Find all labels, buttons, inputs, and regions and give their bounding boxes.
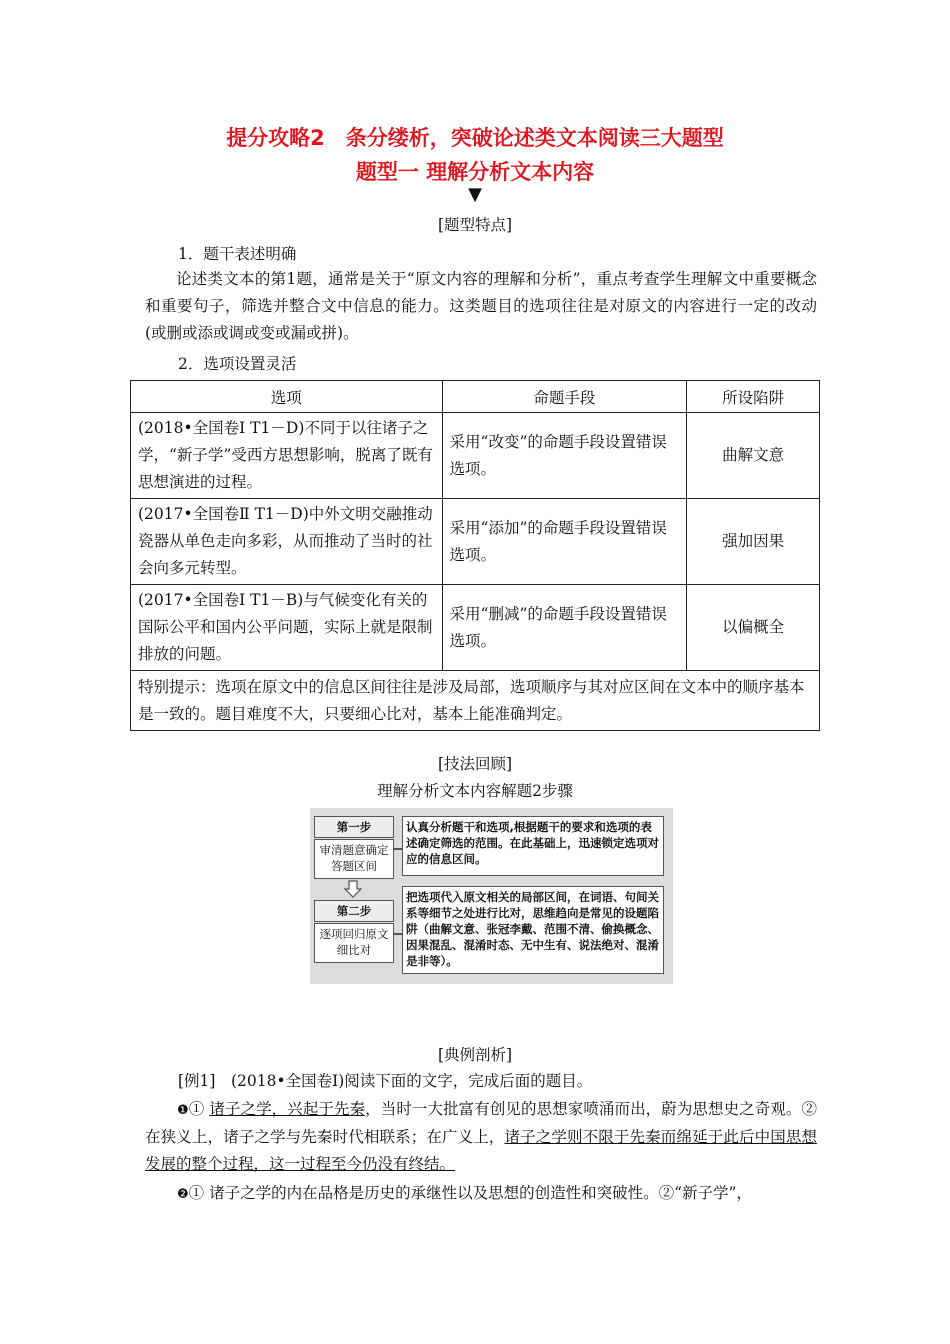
down-triangle-icon: ▼ <box>468 184 482 205</box>
table-row <box>131 413 820 499</box>
table-header-row <box>131 381 820 413</box>
section-label-features: [题型特点] <box>437 216 513 234</box>
table-header: 选项 <box>131 381 443 413</box>
example-tag: [例1] <box>178 1072 216 1090</box>
connector-line <box>393 933 402 935</box>
example-paragraph-1 <box>145 1096 817 1178</box>
para1-part-b: ，当时一大批富有创见的思想家喷涌而出，蔚为思想史之奇观。②在狭义上，诸子之学与先秦时代相联系；在广义上， <box>145 1100 817 1146</box>
method-cell: 采用“改变”的命题手段设置错误选项。 <box>442 413 687 499</box>
step1-label: 第一步 <box>314 816 394 838</box>
trap-cell: 以偏概全 <box>687 585 820 671</box>
table-note-row <box>131 671 820 731</box>
section-label-method: [技法回顾] <box>437 755 513 773</box>
option-cell: (2017•全国卷Ⅰ T1－B)与气候变化有关的国际公平和国内公平问题，实际上就是限制排放的问题。 <box>131 585 443 671</box>
underlined-text: 诸子之学则不限于先秦而绵延于此后中国思想发展的整个过程，这一过程至今仍没有终结。 <box>145 1128 817 1173</box>
paragraph-marker-1: ❶ <box>177 1103 189 1118</box>
heading-2: 2．选项设置灵活 <box>178 355 297 373</box>
step2-description: 把选项代入原文相关的局部区间，在词语、句间关系等细节之处进行比对，思维趋向是常见的设题陷阱（曲解文意、张冠李戴、范围不清、偷换概念、因果混乱、混淆时态、无中生有、说法绝对、混淆是非等）。 <box>402 886 664 974</box>
note-cell: 特别提示：选项在原文中的信息区间往往是涉及局部，选项顺序与其对应区间在文本中的顺序基本是一致的。题目难度不大，只要细心比对，基本上能准确判定。 <box>131 671 820 731</box>
option-cell: (2018•全国卷Ⅰ T1－D)不同于以往诸子之学，“新子学”受西方思想影响，脱离了既有思想演进的过程。 <box>131 413 443 499</box>
heading-1: 1．题干表述明确 <box>178 245 297 263</box>
section-label-examples: [典例剖析] <box>437 1046 513 1064</box>
para1-part-a: ① <box>188 1100 210 1118</box>
method-cell: 采用“删减”的命题手段设置错误选项。 <box>442 585 687 671</box>
method-subtitle: 理解分析文本内容解题2步骤 <box>377 782 573 800</box>
example-heading <box>178 1068 818 1095</box>
method-cell: 采用“添加”的命题手段设置错误选项。 <box>442 499 687 585</box>
trap-cell: 曲解文意 <box>687 413 820 499</box>
step2-name: 逐项回归原文细比对 <box>314 923 394 963</box>
table-header: 所设陷阱 <box>687 381 820 413</box>
option-cell: (2017•全国卷Ⅱ T1－D)中外文明交融推动瓷器从单色走向多彩，从而推动了当时的社会向多元转型。 <box>131 499 443 585</box>
example-paragraph-2 <box>145 1180 817 1208</box>
steps-diagram <box>310 808 673 984</box>
paragraph-marker-2: ❷ <box>177 1187 189 1202</box>
connector-line <box>393 848 402 850</box>
page-subtitle: 题型一 理解分析文本内容 <box>355 160 595 184</box>
options-table <box>130 380 820 731</box>
example-text: (2018•全国卷Ⅰ)阅读下面的文字，完成后面的题目。 <box>230 1072 593 1090</box>
table-row <box>131 585 820 671</box>
page-title: 提分攻略2 条分缕析，突破论述类文本阅读三大题型 <box>226 126 724 150</box>
trap-cell: 强加因果 <box>687 499 820 585</box>
paragraph-intro: 论述类文本的第1题，通常是关于“原文内容的理解和分析”，重点考查学生理解文中重要概念和重要句子，筛选并整合文中信息的能力。这类题目的选项往往是对原文的内容进行一定的改动(或删或添或调或变或漏或拼)。 <box>145 270 817 342</box>
underlined-text: 诸子之学，兴起于先秦 <box>209 1100 366 1118</box>
step1-description: 认真分析题干和选项,根据题干的要求和选项的表述确定筛选的范围。在此基础上，迅速锁定选项对应的信息区间。 <box>402 816 664 876</box>
para2-text: ① 诸子之学的内在品格是历史的承继性以及思想的创造性和突破性。②“新子学”， <box>188 1184 752 1202</box>
table-header: 命题手段 <box>442 381 687 413</box>
step2-label: 第二步 <box>314 900 394 922</box>
table-row <box>131 499 820 585</box>
step1-name: 审清题意确定答题区间 <box>314 839 394 879</box>
down-arrow-icon <box>344 880 362 898</box>
